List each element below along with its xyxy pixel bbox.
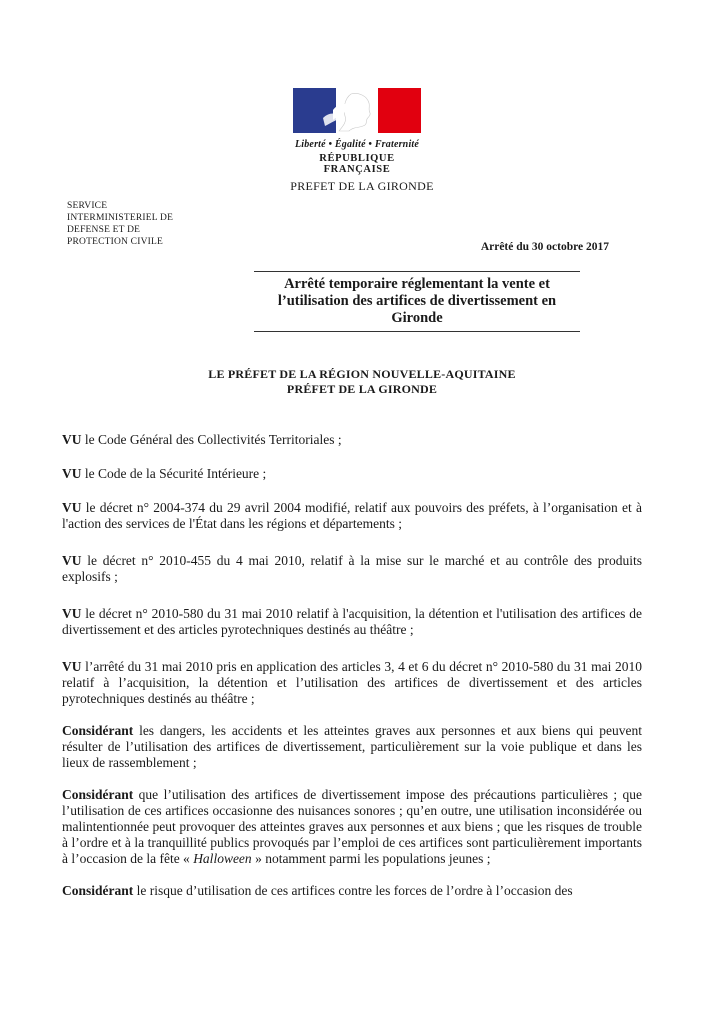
paragraph-italic: Halloween [189, 851, 256, 866]
vu-paragraph [62, 606, 642, 638]
republic-motto: Liberté • Égalité • Fraternité [294, 139, 420, 150]
considerant-paragraph [62, 723, 642, 771]
service-line: DEFENSE ET DE [67, 225, 141, 235]
service-line: SERVICE [67, 201, 108, 211]
paragraph-lead: Considérant [62, 883, 134, 898]
document-title [254, 271, 580, 332]
prefet-title-line: PRÉFET DE LA GIRONDE [286, 382, 438, 396]
considerant-paragraph [62, 883, 642, 899]
paragraph-text: que l’utilisation des artifices de divertissement impose des précautions particulières ; que l’utilisation de ces artifices occasionne des nuisances sonores ; qu’en outre, une utilisation inconsidérée ou malintentionnée peut provoquer des atteintes graves aux personnes et aux biens ; que les risques de trouble à l’ordre et à la tranquillité publics provoqués par l’emploi de ces artifices sont particulièrement importants à l’occasion de la fête « [62, 787, 642, 866]
title-line: l’utilisation des artifices de divertissement en [277, 293, 557, 309]
paragraph-lead: VU [62, 432, 82, 447]
paragraph-lead: VU [62, 659, 82, 674]
paragraph-lead: Considérant [62, 787, 134, 802]
document-body [62, 432, 642, 899]
vu-paragraph [62, 500, 642, 532]
marianne-logo [293, 88, 421, 175]
paragraph-text: le décret n° 2010-455 du 4 mai 2010, relatif à la mise sur le marché et au contrôle des produits explosifs ; [62, 553, 642, 584]
paragraph-text: le décret n° 2004-374 du 29 avril 2004 modifié, relatif aux pouvoirs des préfets, à l’organisation et à l'action des services de l'État dans les régions et départements ; [62, 500, 642, 531]
service-block [67, 200, 173, 248]
vu-paragraph [62, 432, 642, 448]
paragraph-lead: Considérant [62, 723, 134, 738]
paragraph-lead: VU [62, 500, 82, 515]
service-line: INTERMINISTERIEL DE [67, 213, 174, 223]
paragraph-lead: VU [62, 606, 82, 621]
paragraph-lead: VU [62, 466, 82, 481]
title-line: Arrêté temporaire réglementant la vente et [284, 276, 550, 292]
vu-paragraph [62, 659, 642, 707]
paragraph-text: le décret n° 2010-580 du 31 mai 2010 relatif à l'acquisition, la détention et l'utilisation des artifices de divertissement et des articles pyrotechniques destinés au théâtre ; [62, 606, 642, 637]
republique-francaise-label: RÉPUBLIQUE FRANÇAISE [319, 153, 395, 175]
paragraph-text: les dangers, les accidents et les atteintes graves aux personnes et aux biens qui peuvent résulter de l’utilisation des artifices de divertissement, particulièrement sur la voie publique et dans les lieux de rassemblement ; [62, 723, 642, 770]
paragraph-lead: VU [62, 553, 82, 568]
prefet-title [0, 367, 724, 397]
prefet-header: PREFET DE LA GIRONDE [290, 179, 434, 193]
vu-paragraph [62, 553, 642, 585]
considerant-paragraph [62, 787, 642, 867]
paragraph-text: » notamment parmi les populations jeunes ; [255, 851, 491, 866]
paragraph-text: le risque d’utilisation de ces artifices contre les forces de l’ordre à l’occasion des [133, 883, 573, 898]
title-line: Gironde [391, 310, 443, 326]
arrete-date: Arrêté du 30 octobre 2017 [480, 241, 609, 253]
paragraph-text: le Code de la Sécurité Intérieure ; [81, 466, 267, 481]
vu-paragraph [62, 466, 642, 482]
paragraph-text: le Code Général des Collectivités Territoriales ; [81, 432, 342, 447]
paragraph-text: l’arrêté du 31 mai 2010 pris en application des articles 3, 4 et 6 du décret n° 2010-580 du 31 mai 2010 relatif à l’acquisition, la détention et l’utilisation des artifices de divertissement et des articles pyrotechniques destinés au théâtre ; [62, 659, 642, 706]
republique-francaise-flag-icon [293, 88, 421, 133]
prefet-title-line: LE PRÉFET DE LA RÉGION NOUVELLE-AQUITAINE [208, 367, 516, 381]
service-line: PROTECTION CIVILE [67, 237, 164, 247]
